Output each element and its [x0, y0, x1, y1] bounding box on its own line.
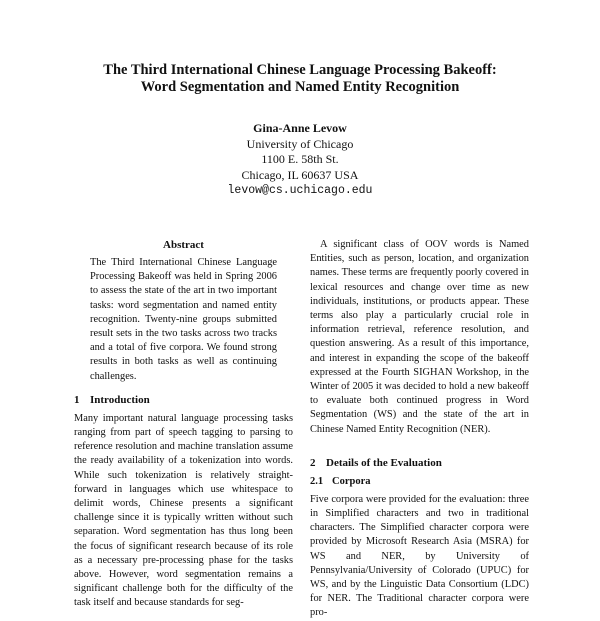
abstract-heading: Abstract	[163, 239, 204, 251]
section-heading-details	[310, 456, 529, 470]
author-email: levow@cs.uchicago.edu	[227, 184, 373, 197]
subsection-title: Corpora	[332, 475, 371, 487]
section-heading-introduction	[74, 393, 293, 407]
author-address-line-1: 1100 E. 58th St.	[261, 152, 339, 166]
introduction-paragraph: Many important natural language processing tasks ranging from part of speech tagging to parsing to reference resolution and machine translation assume the ready availability of a tokenization into words. While such tokenization is relatively straight-forward in languages which use whitespace to delimit words, Chinese presents a significant challenge since it is typically written without such separation. Word segmentation has thus long been the focus of significant research because of its role as a necessary pre-processing phase for the tasks above. However, word segmentation remains a significant challenge both for the difficulty of the task itself and because standards for seg-	[74, 412, 293, 609]
corpora-paragraph: Five corpora were provided for the evaluation: three in Simplified characters and two in traditional characters. The Simplified character corpora were provided by Microsoft Research Asia (MSRA) for WS and NER, by University of Pennsylvania/University of Colorado (UPUC) for WS, and by the Linguistic Data Consortium (LDC) for NER. The Traditional character corpora were pro-	[310, 493, 529, 619]
ner-paragraph: A significant class of OOV words is Named Entities, such as person, location, and organization names. These terms are frequently poorly covered in lexical resources and change over time as new individuals, institutions, or products appear. These terms also play a particularly crucial role in information retrieval, reference resolution, and question answering. As a result of this importance, and interest in expanding the scope of the bakeoff expressed at the Fourth SIGHAN Workshop, in the Winter of 2005 it was decided to hold a new bakeoff to evaluate both continued progress in Word Segmentation (WS) and the state of the art in Chinese Named Entity Recognition (NER).	[310, 239, 529, 435]
section-title: Details of the Evaluation	[326, 456, 442, 469]
subsection-number: 2.1	[310, 475, 324, 487]
title-line-2: Word Segmentation and Named Entity Recognition	[140, 79, 460, 95]
author-block	[150, 121, 450, 199]
section-number: 1	[74, 393, 80, 406]
subsection-heading-corpora	[310, 475, 529, 489]
left-column	[74, 238, 293, 611]
author-address-line-2: Chicago, IL 60637 USA	[241, 167, 359, 182]
author-affiliation: University of Chicago	[246, 136, 354, 151]
title-line-1: The Third International Chinese Language Processing Bakeoff:	[103, 62, 497, 78]
section-number: 2	[310, 456, 316, 469]
author-name: Gina-Anne Levow	[253, 121, 347, 135]
section-title: Introduction	[90, 393, 150, 406]
right-column	[310, 238, 529, 621]
abstract-text: The Third International Chinese Language Processing Bakeoff was held in Spring 2006 to assess the state of the art in two important tasks: word segmentation and named entity recognition. Twenty-nine groups submitted result sets in the two tasks across two tracks and a total of five corpora. We found strong results in both tasks as well as continuing challenges.	[90, 257, 277, 382]
paper-title	[60, 62, 540, 96]
